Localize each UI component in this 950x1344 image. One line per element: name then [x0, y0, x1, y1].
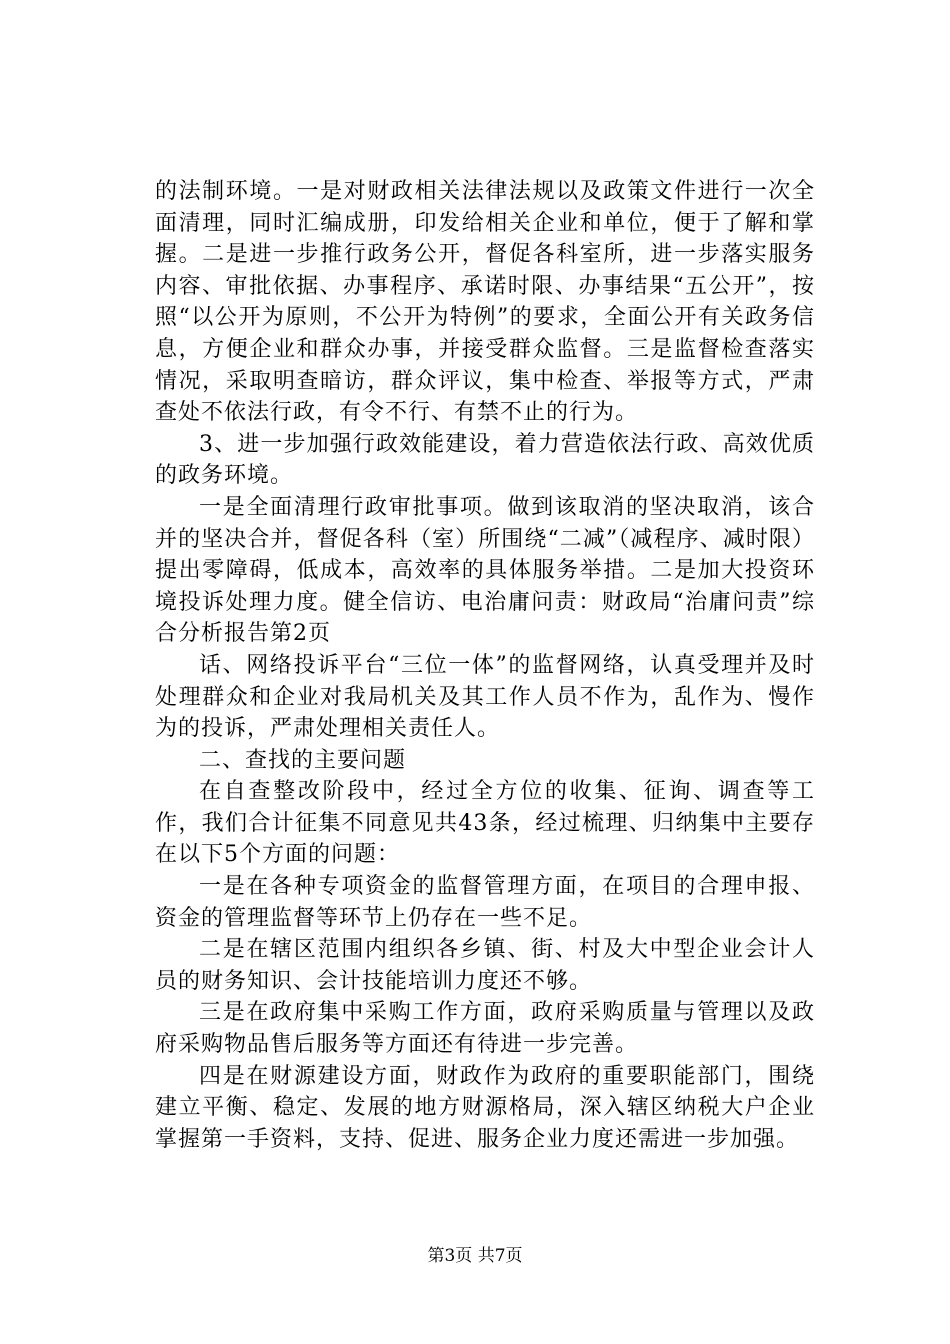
- paragraph-efficiency-heading: 3、进一步加强行政效能建设，着力营造依法行政、高效优质的政务环境。: [155, 431, 815, 489]
- paragraph-problem-3: 三是在政府集中采购工作方面，政府采购质量与管理以及政府采购物品售后服务等方面还有待进一步完善。: [155, 1000, 815, 1058]
- paragraph-complaint-network: 话、网络投诉平台“三位一体”的监督网络，认真受理并及时处理群众和企业对我局机关及其工作人员不作为，乱作为、慢作为的投诉，严肃处理相关责任人。: [155, 652, 815, 742]
- page-number-label: 第3页 共7页: [427, 1246, 523, 1266]
- paragraph-legal-environment: 的法制环境。一是对财政相关法律法规以及政策文件进行一次全面清理，同时汇编成册，印发给相关企业和单位，便于了解和掌握。二是进一步推行政务公开，督促各科室所，进一步落实服务内容、审批依据、办事程序、承诺时限、办事结果“五公开”，按照“以公开为原则，不公开为特例”的要求，全面公开有关政务信息，方便企业和群众办事，并接受群众监督。三是监督检查落实情况，采取明查暗访，群众评议，集中检查、举报等方式，严肃查处不依法行政，有令不行、有禁不止的行为。: [155, 179, 815, 426]
- document-body: [155, 176, 815, 1155]
- page-footer: [0, 1246, 950, 1266]
- paragraph-self-inspection: 在自查整改阶段中，经过全方位的收集、征询、调查等工作，我们合计征集不同意见共43条，经过梳理、归纳集中主要存在以下5个方面的问题：: [155, 779, 815, 868]
- paragraph-approval-cleanup: 一是全面清理行政审批事项。做到该取消的坚决取消，该合并的坚决合并，督促各科（室）所围绕“二减”（减程序、减时限）提出零障碍，低成本，高效率的具体服务举措。二是加大投资环境投诉处理力度。健全信访、电治庸问责：财政局“治庸问责”综合分析报告第2页: [155, 494, 815, 647]
- paragraph-problem-4: 四是在财源建设方面，财政作为政府的重要职能部门，围绕建立平衡、稳定、发展的地方财源格局，深入辖区纳税大户企业掌握第一手资料，支持、促进、服务企业力度还需进一步加强。: [155, 1063, 815, 1152]
- section-heading-main-problems: 二、查找的主要问题: [199, 747, 407, 773]
- paragraph-problem-1: 一是在各种专项资金的监督管理方面，在项目的合理申报、资金的管理监督等环节上仍存在一些不足。: [155, 874, 815, 931]
- paragraph-problem-2: 二是在辖区范围内组织各乡镇、街、村及大中型企业会计人员的财务知识、会计技能培训力度还不够。: [155, 937, 815, 994]
